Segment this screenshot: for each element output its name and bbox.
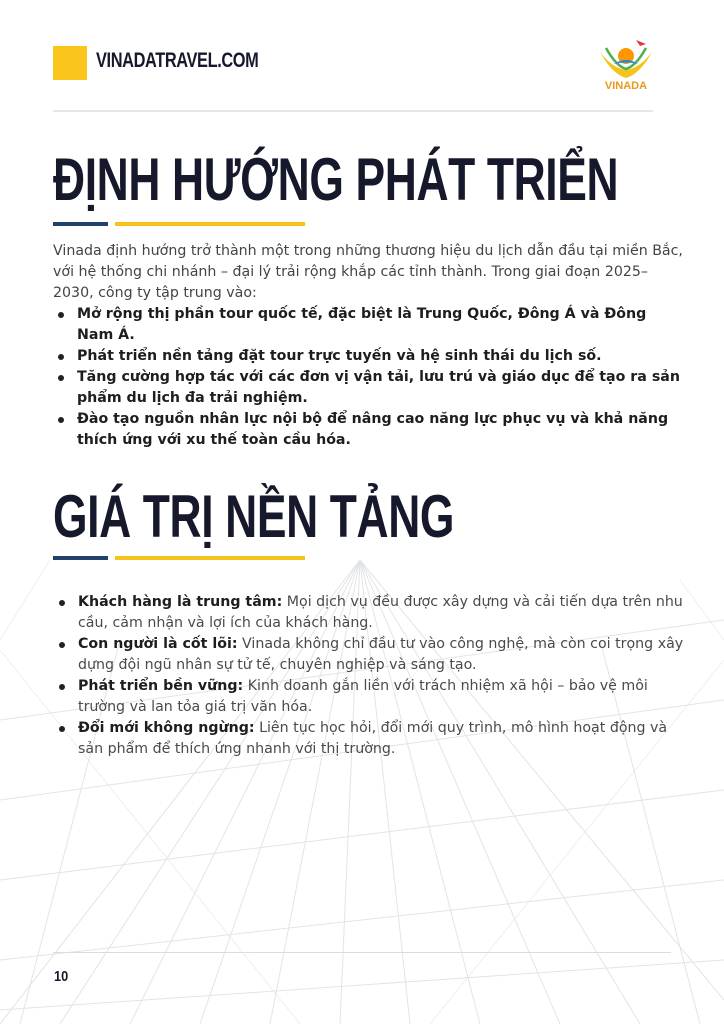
- development-bullet-list: [51, 304, 687, 451]
- list-item: Mở rộng thị phần tour quốc tế, đặc biệt là Trung Quốc, Đông Á và Đông Nam Á.: [51, 304, 687, 346]
- site-name: VINADATRAVEL.COM: [96, 49, 259, 72]
- footer-divider: [53, 952, 671, 953]
- list-item: [52, 718, 686, 760]
- development-intro: Vinada định hướng trở thành một trong những thương hiệu du lịch dẫn đầu tại miền Bắc, với hệ thống chi nhánh – đại lý trải rộng khắp các tỉnh thành. Trong giai đoạn 2025–2030, công ty tập trung vào:: [53, 243, 683, 301]
- value-description: Mọi dịch vụ đều được xây dựng và cải tiến dựa trên nhu cầu, cảm nhận và lợi ích của khách hàng.: [78, 594, 683, 631]
- list-item: [52, 634, 686, 676]
- title-underline-navy: [53, 222, 108, 226]
- logo-wordmark: VINADA: [604, 80, 648, 92]
- list-item: [52, 592, 686, 634]
- page-number: 10: [54, 968, 69, 985]
- value-description: Kinh doanh gắn liền với trách nhiệm xã hội – bảo vệ môi trường và lan tỏa giá trị văn hóa.: [78, 678, 648, 715]
- value-term: Phát triển bền vững:: [78, 678, 244, 694]
- section-title-core-values: GIÁ TRỊ NỀN TẢNG: [53, 483, 455, 550]
- list-item: Đào tạo nguồn nhân lực nội bộ để nâng cao năng lực phục vụ và khả năng thích ứng với xu thế toàn cầu hóa.: [51, 409, 687, 451]
- title-underline-gold: [115, 556, 305, 560]
- value-term: Đổi mới không ngừng:: [78, 720, 255, 736]
- list-item: Phát triển nền tảng đặt tour trực tuyến và hệ sinh thái du lịch số.: [51, 346, 687, 367]
- value-term: Con người là cốt lõi:: [78, 636, 238, 652]
- value-description: Liên tục học hỏi, đổi mới quy trình, mô hình hoạt động và sản phẩm để thích ứng nhanh với thị trường.: [78, 720, 668, 757]
- value-term: Khách hàng là trung tâm:: [78, 594, 283, 610]
- value-description: Vinada không chỉ đầu tư vào công nghệ, mà còn coi trọng xây dựng đội ngũ nhân sự tử tế, chuyên nghiệp và sáng tạo.: [78, 636, 684, 673]
- brand-square: [53, 46, 87, 80]
- title-underline-navy: [53, 556, 108, 560]
- list-item: [52, 676, 686, 718]
- vinada-logo: [590, 34, 662, 100]
- header-divider: [53, 110, 653, 112]
- list-item: Tăng cường hợp tác với các đơn vị vận tải, lưu trú và giáo dục để tạo ra sản phẩm du lịch đa trải nghiệm.: [51, 367, 687, 409]
- core-values-list: [52, 592, 686, 760]
- title-underline-gold: [115, 222, 305, 226]
- section-title-development: ĐỊNH HƯỚNG PHÁT TRIỂN: [53, 146, 619, 213]
